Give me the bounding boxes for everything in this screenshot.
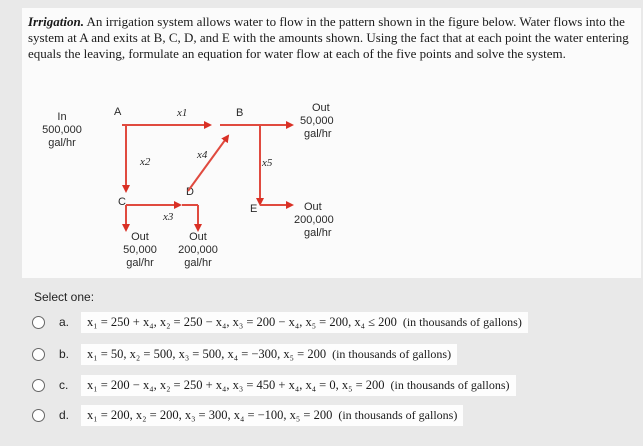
node-c: C — [118, 196, 126, 208]
var-x2: x2 — [140, 156, 151, 168]
node-a: A — [114, 106, 122, 118]
out-d-unit: gal/hr — [184, 257, 212, 269]
option-b-letter: b. — [59, 347, 70, 361]
in-amount: 500,000 — [42, 124, 82, 136]
option-b-unit: (in thousands of gallons) — [332, 346, 452, 361]
in-label: In — [57, 111, 67, 123]
out-b-unit: gal/hr — [304, 128, 332, 140]
option-c[interactable] — [32, 372, 632, 398]
out-c-unit: gal/hr — [126, 257, 154, 269]
option-b-equation[interactable] — [81, 344, 457, 365]
option-c-unit: (in thousands of gallons) — [390, 377, 510, 392]
option-c-letter: c. — [59, 378, 69, 392]
option-d-eq-text: x₁ = 200, x₂ = 200, x₃ = 300, x₄ = −100, x₅ = 200 — [87, 407, 333, 422]
in-unit: gal/hr — [48, 137, 76, 149]
var-x4: x4 — [197, 149, 208, 161]
option-c-equation[interactable] — [81, 375, 516, 396]
option-a-equation[interactable] — [81, 312, 528, 333]
var-x3: x3 — [163, 211, 174, 223]
var-x5: x5 — [262, 157, 273, 169]
node-b: B — [236, 107, 244, 119]
out-d-label: Out — [189, 231, 207, 243]
option-a-eq-text: x₁ = 250 + x₄, x₂ = 250 − x₄, x₃ = 200 − x₄, x₅ = 200, x₄ ≤ 200 — [87, 314, 397, 329]
node-d: D — [186, 186, 194, 198]
var-x1: x1 — [177, 107, 188, 119]
select-one-label: Select one: — [34, 290, 95, 304]
node-e: E — [250, 203, 258, 215]
out-d-amount: 200,000 — [178, 244, 218, 256]
option-a-letter: a. — [59, 315, 70, 329]
flow-arrows — [122, 125, 292, 230]
question-box — [22, 8, 641, 278]
option-b-radio[interactable] — [32, 348, 45, 361]
option-a-radio[interactable] — [32, 316, 45, 329]
option-c-eq-text: x₁ = 200 − x₄, x₂ = 250 + x₄, x₃ = 450 + x₄, x₄ = 0, x₅ = 200 — [87, 377, 385, 392]
question-title: Irrigation. — [28, 14, 84, 29]
irrigation-diagram — [22, 8, 641, 278]
option-d[interactable] — [32, 402, 632, 428]
out-b-amount: 50,000 — [300, 115, 334, 127]
option-a-unit: (in thousands of gallons) — [402, 314, 522, 329]
option-b[interactable] — [32, 341, 632, 367]
option-c-radio[interactable] — [32, 379, 45, 392]
out-e-amount: 200,000 — [294, 214, 334, 226]
option-d-equation[interactable] — [81, 405, 463, 426]
question-body: An irrigation system allows water to flow in the pattern shown in the figure below. Water flows into the system at A and exits at B, C, D, and E with the amounts shown. Using the fact that at each point the water entering equals the leaving, formulate an equation for water flow at each of the five points and solve the system. — [28, 14, 629, 61]
out-c-label: Out — [131, 231, 149, 243]
option-d-unit: (in thousands of gallons) — [338, 407, 458, 422]
out-e-unit: gal/hr — [304, 227, 332, 239]
out-e-label: Out — [304, 201, 322, 213]
out-c-amount: 50,000 — [123, 244, 157, 256]
option-d-radio[interactable] — [32, 409, 45, 422]
option-a[interactable] — [32, 309, 632, 335]
option-d-letter: d. — [59, 408, 70, 422]
arrow-x4 — [188, 136, 228, 191]
out-b-label: Out — [312, 102, 330, 114]
option-b-eq-text: x₁ = 50, x₂ = 500, x₃ = 500, x₄ = −300, x₅ = 200 — [87, 346, 327, 361]
